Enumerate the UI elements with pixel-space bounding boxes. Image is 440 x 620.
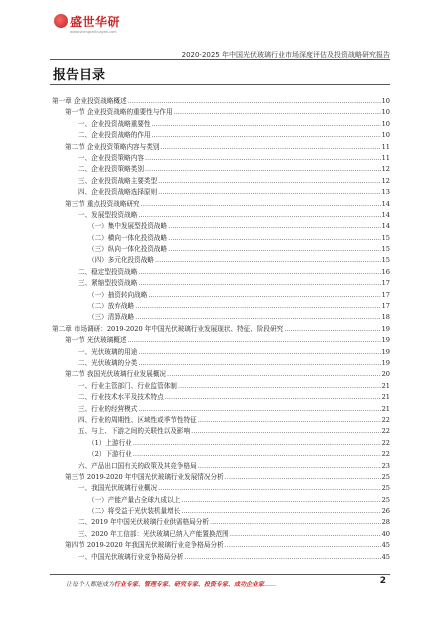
toc-leader-dots xyxy=(174,107,381,118)
toc-entry[interactable] xyxy=(52,495,390,506)
toc-entry[interactable] xyxy=(52,392,390,403)
toc-entry-label: （一）抽资转向战略 xyxy=(88,290,148,299)
toc-leader-dots xyxy=(284,324,380,335)
toc-entry-label: （一）集中发展型投资战略 xyxy=(88,222,168,231)
toc-entry[interactable] xyxy=(52,267,390,278)
toc-entry-page: 10 xyxy=(381,97,390,105)
toc-entry[interactable] xyxy=(52,164,390,175)
company-logo xyxy=(54,12,120,30)
title-divider xyxy=(50,84,390,85)
toc-entry[interactable] xyxy=(52,529,390,540)
toc-entry[interactable] xyxy=(52,472,390,483)
toc-leader-dots xyxy=(181,495,380,506)
toc-entry-page: 22 xyxy=(381,438,390,447)
toc-entry-label: 二、光伏玻璃的分类 xyxy=(78,358,138,367)
toc-leader-dots xyxy=(210,517,381,528)
toc-entry-page: 17 xyxy=(381,302,390,311)
toc-entry-page: 15 xyxy=(381,256,390,265)
toc-entry[interactable] xyxy=(52,461,390,472)
toc-leader-dots xyxy=(138,347,380,358)
toc-entry-label: 第三节 重点投资战略研究 xyxy=(65,199,140,208)
toc-entry[interactable] xyxy=(52,199,390,210)
toc-entry[interactable] xyxy=(52,404,390,415)
toc-entry-label: 第一章 企业投资战略概述 xyxy=(52,97,127,105)
toc-entry-label: 五、与上、下游之间的关联性以及影响 xyxy=(78,427,191,436)
toc-entry-label: 三、2020 年工信部：光伏玻璃已纳入产能置换范围 xyxy=(78,529,229,538)
toc-entry[interactable] xyxy=(52,506,390,517)
toc-entry[interactable] xyxy=(52,312,390,323)
toc-entry[interactable] xyxy=(52,483,390,494)
toc-entry-label: 第四节 2019-2020 年我国光伏玻璃行业竞争格局分析 xyxy=(65,541,224,550)
toc-entry[interactable] xyxy=(52,324,390,335)
toc-leader-dots xyxy=(198,461,381,472)
logo-subtext: www.shengshihuayan.com xyxy=(70,30,117,34)
toc-entry-page: 10 xyxy=(381,131,390,140)
toc-entry[interactable] xyxy=(52,244,390,255)
toc-entry-page: 19 xyxy=(381,347,390,356)
toc-entry-page: 21 xyxy=(381,404,390,413)
toc-entry-page: 19 xyxy=(381,358,390,367)
logo-text: 盛世华研 xyxy=(70,14,121,29)
toc-leader-dots xyxy=(230,529,381,540)
toc-entry-page: 23 xyxy=(381,461,390,470)
toc-leader-dots xyxy=(138,210,380,221)
toc-entry-page: 22 xyxy=(381,427,390,436)
toc-entry[interactable] xyxy=(52,358,390,369)
page-title: 报告目录 xyxy=(53,68,106,83)
toc-entry-label: （三）纵向一体化投资战略 xyxy=(88,245,168,254)
toc-entry[interactable] xyxy=(52,221,390,232)
toc-leader-dots xyxy=(168,244,380,255)
toc-leader-dots xyxy=(145,153,381,164)
footer-slogan xyxy=(66,579,276,588)
toc-entry-page: 28 xyxy=(381,518,390,527)
toc-entry-label: 一、行业主管部门、行业监管体制 xyxy=(78,381,177,390)
toc-entry[interactable] xyxy=(52,540,390,551)
footer-divider xyxy=(50,574,390,575)
toc-entry-page: 25 xyxy=(381,495,390,504)
toc-entry-page: 26 xyxy=(381,507,390,516)
toc-entry[interactable] xyxy=(52,415,390,426)
toc-entry-label: 一、我国光伏玻璃行业概况 xyxy=(78,484,158,493)
toc-leader-dots xyxy=(141,199,381,210)
toc-entry[interactable] xyxy=(52,153,390,164)
toc-leader-dots xyxy=(160,142,380,153)
toc-entry-label: （二）将受益于光伏装机量增长 xyxy=(88,507,181,516)
toc-entry-page: 40 xyxy=(381,529,390,538)
toc-entry-page: 19 xyxy=(381,324,390,333)
toc-leader-dots xyxy=(168,221,380,232)
toc-entry-label: 二、稳定型投资战略 xyxy=(78,267,138,276)
toc-entry-label: 一、中国光伏玻璃行业竞争格局分析 xyxy=(78,552,184,561)
toc-entry[interactable] xyxy=(52,290,390,301)
toc-entry-page: 22 xyxy=(381,415,390,424)
toc-entry[interactable] xyxy=(52,210,390,221)
header-divider xyxy=(50,59,390,60)
footer-suffix: …… xyxy=(264,581,277,588)
toc-entry-label: （一）产能产量占全球九成以上 xyxy=(88,495,181,504)
toc-entry-label: 一、企业投资策略内容 xyxy=(78,153,144,162)
toc-leader-dots xyxy=(133,438,381,449)
toc-leader-dots xyxy=(198,415,381,426)
toc-leader-dots xyxy=(152,130,381,141)
toc-entry-label: （二）放弃战略 xyxy=(88,302,135,311)
toc-entry[interactable] xyxy=(52,381,390,392)
toc-entry-page: 19 xyxy=(381,336,390,345)
toc-entry[interactable] xyxy=(52,233,390,244)
toc-leader-dots xyxy=(191,426,381,437)
toc-leader-dots xyxy=(168,233,380,244)
toc-leader-dots xyxy=(148,290,380,301)
toc-entry-label: 第二节 企业投资策略内容与类别 xyxy=(65,142,160,151)
toc-entry-page: 16 xyxy=(381,267,390,276)
footer-roles: 行业专家、管理专家、研究专家、投资专家、成功企业家 xyxy=(114,581,265,588)
toc-entry[interactable] xyxy=(52,369,390,380)
toc-leader-dots xyxy=(138,278,380,289)
toc-entry-page: 11 xyxy=(381,142,390,151)
toc-leader-dots xyxy=(165,392,381,403)
toc-leader-dots xyxy=(138,404,380,415)
toc-entry-page: 22 xyxy=(381,450,390,459)
toc-entry[interactable] xyxy=(52,176,390,187)
toc-entry-page: 12 xyxy=(381,165,390,174)
toc-entry-label: 二、企业投资战略的作用 xyxy=(78,131,151,140)
toc-entry[interactable] xyxy=(52,96,390,107)
report-header-title: 2020-2025 年中国光伏玻璃行业市场深度评估及投资战略研究报告 xyxy=(181,51,390,59)
toc-entry-label: （三）清算战略 xyxy=(88,313,135,322)
toc-leader-dots xyxy=(185,552,381,563)
toc-entry-label: 三、紧缩型投资战略 xyxy=(78,279,138,288)
toc-leader-dots xyxy=(155,255,381,266)
toc-entry[interactable] xyxy=(52,552,390,563)
toc-entry-page: 10 xyxy=(381,108,390,117)
toc-entry-label: 第三节 2019-2020 年中国光伏玻璃行业发展情况分析 xyxy=(65,472,224,481)
toc-entry[interactable] xyxy=(52,187,390,198)
toc-entry[interactable] xyxy=(52,130,390,141)
toc-entry-label: 三、行业的经营模式 xyxy=(78,404,138,413)
toc-entry[interactable] xyxy=(52,517,390,528)
toc-entry-page: 10 xyxy=(381,119,390,128)
toc-entry[interactable] xyxy=(52,142,390,153)
page-number: 2 xyxy=(379,576,386,586)
toc-entry-page: 13 xyxy=(381,188,390,197)
toc-entry-label: 一、光伏玻璃的用途 xyxy=(78,347,138,356)
table-of-contents xyxy=(52,96,390,563)
toc-entry[interactable] xyxy=(52,347,390,358)
toc-leader-dots xyxy=(152,119,381,130)
toc-entry-label: 二、企业投资策略类别 xyxy=(78,165,144,174)
toc-entry-page: 25 xyxy=(381,484,390,493)
toc-leader-dots xyxy=(127,335,380,346)
toc-leader-dots xyxy=(145,164,381,175)
toc-entry-page: 12 xyxy=(381,176,390,185)
toc-leader-dots xyxy=(138,267,380,278)
toc-leader-dots xyxy=(138,358,380,369)
toc-entry-page: 25 xyxy=(381,472,390,481)
toc-leader-dots xyxy=(225,540,381,551)
toc-entry-label: （2）下游行业 xyxy=(88,450,132,459)
toc-entry-label: 第二章 市场调研：2019-2020 年中国光伏玻璃行业发展现状、特征、阶段研究 xyxy=(52,324,284,333)
toc-entry-label: 六、产品出口国有关的政策及其竞争格局 xyxy=(78,461,197,470)
toc-entry[interactable] xyxy=(52,335,390,346)
toc-entry-page: 45 xyxy=(381,552,390,561)
toc-entry[interactable] xyxy=(52,119,390,130)
toc-entry-page: 15 xyxy=(381,233,390,242)
toc-leader-dots xyxy=(178,381,381,392)
toc-entry-label: （1）上游行业 xyxy=(88,438,132,447)
toc-entry-label: 四、企业投资战略选择原则 xyxy=(78,188,158,197)
toc-entry-page: 21 xyxy=(381,381,390,390)
toc-entry-label: 二、行业技术水平及技术特点 xyxy=(78,393,164,402)
toc-entry-page: 45 xyxy=(381,541,390,550)
toc-leader-dots xyxy=(135,312,380,323)
toc-entry-label: 第一节 企业投资战略的重要性与作用 xyxy=(65,108,173,117)
toc-entry-label: 四、行业的周期性、区域性或季节性特征 xyxy=(78,415,197,424)
toc-entry[interactable] xyxy=(52,438,390,449)
toc-entry-label: 二、2019 年中国光伏玻璃行业供需格局分析 xyxy=(78,518,209,527)
toc-entry-label: 一、企业投资战略重要性 xyxy=(78,119,151,128)
logo-mark-icon xyxy=(54,14,68,28)
toc-entry-page: 21 xyxy=(381,393,390,402)
footer-prefix: 让每个人都能成为 xyxy=(66,581,115,588)
toc-leader-dots xyxy=(158,483,380,494)
toc-entry-label: （二）横向一体化投资战略 xyxy=(88,233,168,242)
toc-entry[interactable] xyxy=(52,301,390,312)
toc-leader-dots xyxy=(133,449,381,460)
toc-entry-page: 14 xyxy=(381,210,390,219)
toc-entry-label: 第一节 光伏玻璃概述 xyxy=(65,336,127,345)
toc-entry-label: 三、企业投资战略主要类型 xyxy=(78,176,158,185)
toc-leader-dots xyxy=(158,176,380,187)
toc-entry-page: 18 xyxy=(381,313,390,322)
toc-entry[interactable] xyxy=(52,449,390,460)
toc-entry-label: （四）多元化投资战略 xyxy=(88,256,154,265)
toc-entry-label: 一、发展型投资战略 xyxy=(78,210,138,219)
toc-entry[interactable] xyxy=(52,107,390,118)
toc-entry-page: 11 xyxy=(381,153,390,162)
toc-leader-dots xyxy=(135,301,380,312)
toc-entry[interactable] xyxy=(52,278,390,289)
toc-entry-page: 17 xyxy=(381,279,390,288)
toc-leader-dots xyxy=(225,472,381,483)
toc-leader-dots xyxy=(167,369,381,380)
toc-leader-dots xyxy=(158,187,380,198)
toc-entry-page: 15 xyxy=(381,245,390,254)
toc-entry-page: 17 xyxy=(381,290,390,299)
toc-entry-page: 20 xyxy=(381,370,390,379)
toc-entry[interactable] xyxy=(52,426,390,437)
toc-leader-dots xyxy=(128,96,381,107)
toc-entry-page: 14 xyxy=(381,199,390,208)
toc-leader-dots xyxy=(181,506,380,517)
toc-entry-label: 第二节 我国光伏玻璃行业发展概况 xyxy=(65,370,167,379)
toc-entry-page: 14 xyxy=(381,222,390,231)
toc-entry[interactable] xyxy=(52,255,390,266)
